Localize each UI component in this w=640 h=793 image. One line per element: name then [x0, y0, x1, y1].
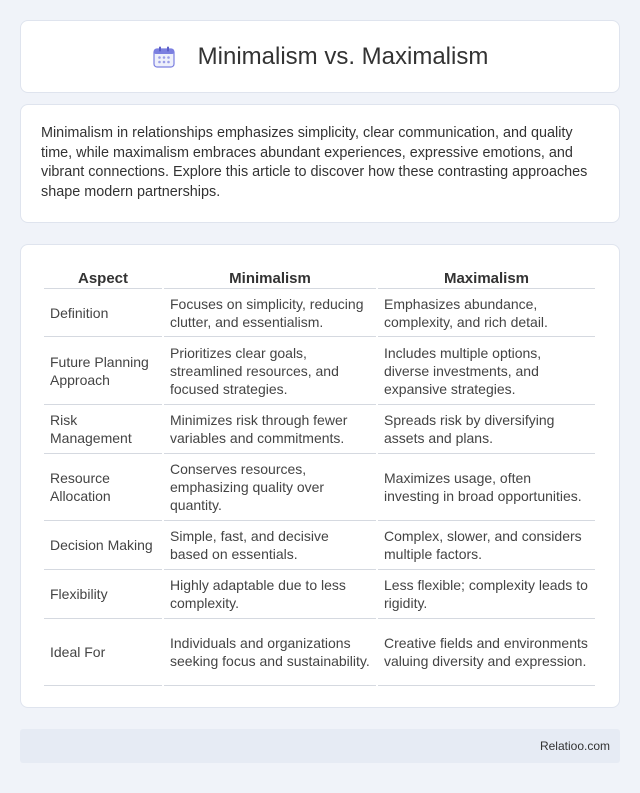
table-row	[44, 454, 595, 521]
cell-aspect: Ideal For	[44, 619, 162, 686]
cell-maximalism: Less flexible; complexity leads to rigidity.	[378, 570, 595, 619]
header-aspect: Aspect	[44, 266, 162, 289]
table-row	[44, 521, 595, 570]
cell-minimalism: Individuals and organizations seeking focus and sustainability.	[164, 619, 376, 686]
cell-maximalism: Maximizes usage, often investing in broad opportunities.	[378, 454, 595, 521]
comparison-table-card	[20, 244, 620, 708]
table-row	[44, 405, 595, 454]
table-header-row	[44, 266, 595, 289]
table-row	[44, 570, 595, 619]
cell-maximalism: Includes multiple options, diverse investments, and expansive strategies.	[378, 337, 595, 405]
cell-maximalism: Spreads risk by diversifying assets and plans.	[378, 405, 595, 454]
header-maximalism: Maximalism	[378, 266, 595, 289]
page-title: Minimalism vs. Maximalism	[197, 42, 489, 70]
table-row	[44, 289, 595, 337]
header-minimalism: Minimalism	[164, 266, 376, 289]
comparison-table	[42, 266, 597, 686]
cell-minimalism: Simple, fast, and decisive based on essentials.	[164, 521, 376, 570]
cell-aspect: Future Planning Approach	[44, 337, 162, 405]
calendar-icon	[152, 45, 176, 69]
table-row	[44, 619, 595, 686]
cell-minimalism: Prioritizes clear goals, streamlined resources, and focused strategies.	[164, 337, 376, 405]
cell-minimalism: Highly adaptable due to less complexity.	[164, 570, 376, 619]
cell-aspect: Decision Making	[44, 521, 162, 570]
table-row	[44, 337, 595, 405]
intro-card	[20, 104, 620, 223]
cell-aspect: Resource Allocation	[44, 454, 162, 521]
title-card	[20, 20, 620, 93]
cell-minimalism: Conserves resources, emphasizing quality over quantity.	[164, 454, 376, 521]
cell-aspect: Definition	[44, 289, 162, 337]
footer-brand[interactable]: Relatioo.com	[539, 739, 610, 753]
footer	[20, 729, 620, 763]
cell-aspect: Risk Management	[44, 405, 162, 454]
cell-minimalism: Minimizes risk through fewer variables and commitments.	[164, 405, 376, 454]
cell-minimalism: Focuses on simplicity, reducing clutter, and essentialism.	[164, 289, 376, 337]
cell-aspect: Flexibility	[44, 570, 162, 619]
cell-maximalism: Emphasizes abundance, complexity, and rich detail.	[378, 289, 595, 337]
intro-text: Minimalism in relationships emphasizes simplicity, clear communication, and quality time, while maximalism embraces abundant experiences, expressive emotions, and vibrant connections. Explore this article to discover how these contrasting approaches shape modern partnerships.	[41, 125, 588, 200]
cell-maximalism: Creative fields and environments valuing diversity and expression.	[378, 619, 595, 686]
cell-maximalism: Complex, slower, and considers multiple factors.	[378, 521, 595, 570]
